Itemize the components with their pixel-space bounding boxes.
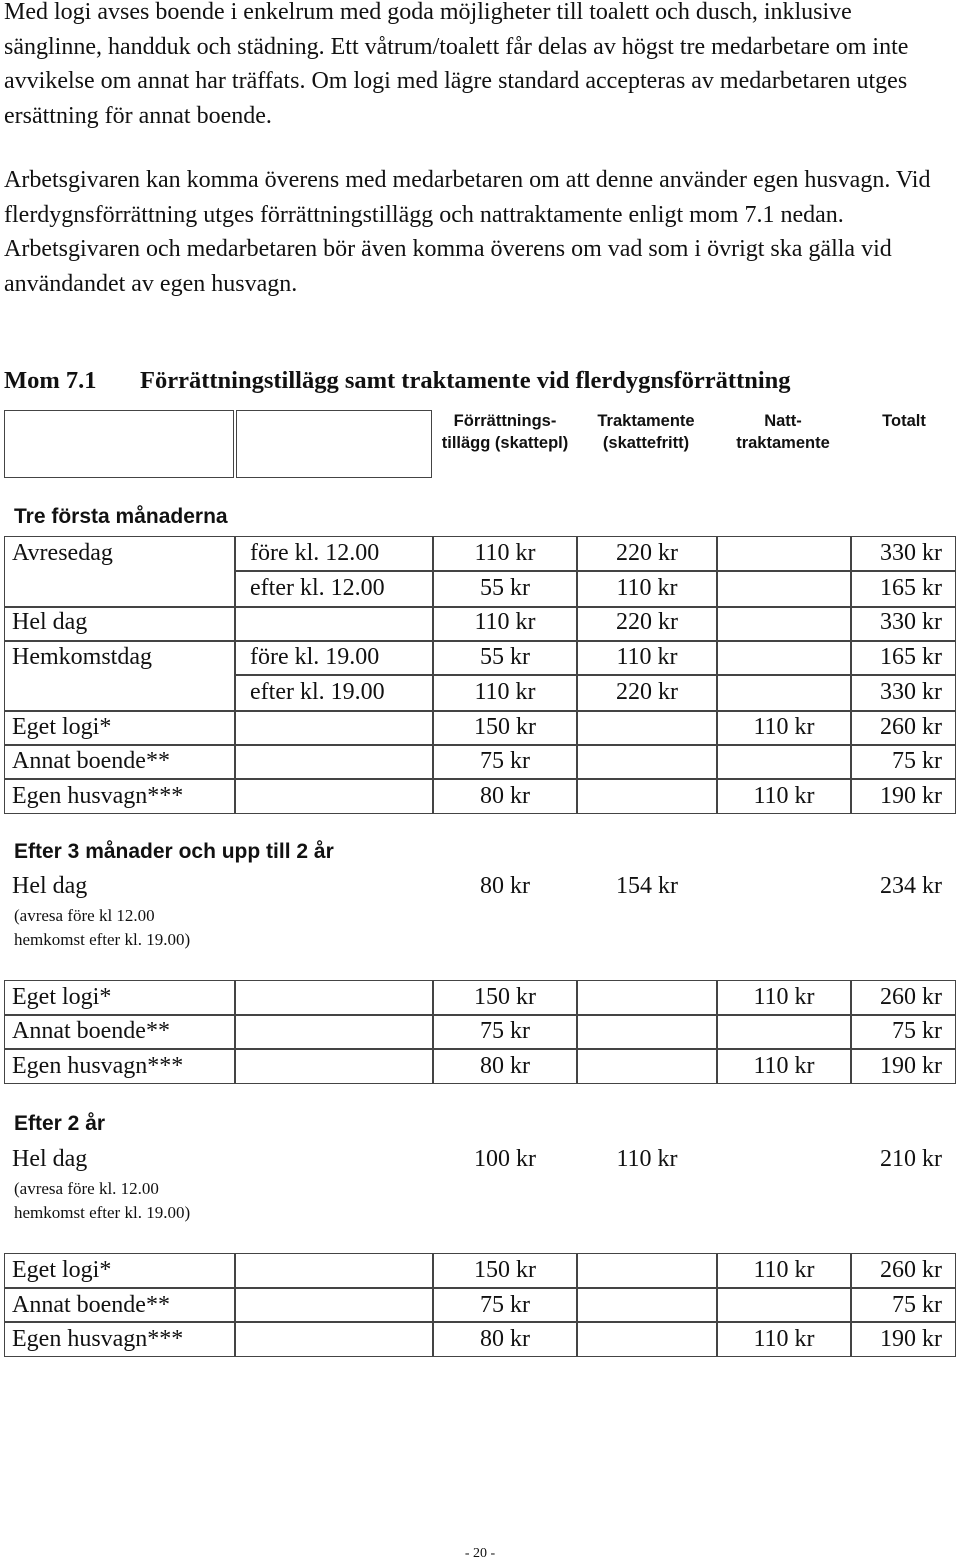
cell-totalt: 234 kr: [880, 873, 942, 899]
row-label: Eget logi*: [12, 984, 112, 1010]
table-cell: [234, 1048, 434, 1084]
cell-totalt: 75 kr: [892, 1018, 942, 1044]
table-cell: [576, 1048, 718, 1084]
row-label: Hel dag: [12, 609, 88, 635]
cell-totalt: 260 kr: [880, 714, 942, 740]
row-sub: efter kl. 19.00: [250, 679, 385, 705]
cell-totalt: 75 kr: [892, 748, 942, 774]
table-cell: [234, 744, 434, 780]
heading-title: Förrättningstillägg samt traktamente vid flerdygnsförrättning: [140, 367, 791, 394]
cell-traktamente: 220 kr: [616, 679, 678, 705]
cell-nattraktamente: 110 kr: [753, 1053, 815, 1079]
cell-totalt: 165 kr: [880, 575, 942, 601]
row-label: Eget logi*: [12, 714, 112, 740]
row-sub: före kl. 12.00: [250, 540, 380, 566]
cell-totalt: 260 kr: [880, 1257, 942, 1283]
row-label: Egen husvagn***: [12, 1326, 184, 1352]
cell-forrattning: 80 kr: [480, 1326, 530, 1352]
column-header-nattraktamente: Natt-traktamente: [736, 412, 830, 452]
row-label: Annat boende**: [12, 1018, 170, 1044]
cell-forrattning: 75 kr: [480, 748, 530, 774]
table-cell: [234, 710, 434, 746]
column-header-traktamente: Traktamente (skattefritt): [597, 412, 695, 452]
cell-traktamente: 110 kr: [616, 644, 678, 670]
cell-nattraktamente: 110 kr: [753, 1326, 815, 1352]
paragraph-logi: Med logi avses boende i enkelrum med goda möjligheter till toalett och dusch, inklusive sänglinne, handduk och städning. Ett våtrum/toalett får delas av högst tre medarbetare om inte avvikelse om annat har träffats. Om logi med lägre standard accepteras av medarbetaren utges ersättning för annat boende.: [4, 0, 909, 129]
row-note: (avresa före kl 12.00 hemkomst efter kl. 19.00): [14, 906, 191, 949]
cell-forrattning: 55 kr: [480, 644, 530, 670]
row-note: (avresa före kl. 12.00 hemkomst efter kl. 19.00): [14, 1179, 191, 1222]
cell-traktamente: 154 kr: [616, 873, 678, 899]
row-sub: efter kl. 12.00: [250, 575, 385, 601]
cell-totalt: 190 kr: [880, 1326, 942, 1352]
table-cell: [716, 674, 852, 712]
table-cell: [234, 778, 434, 814]
row-label: Egen husvagn***: [12, 783, 184, 809]
row-label: Eget logi*: [12, 1257, 112, 1283]
table-cell: [234, 980, 434, 1016]
row-label: Avresedag: [12, 540, 113, 566]
cell-forrattning: 75 kr: [480, 1018, 530, 1044]
page-number: - 20 -: [464, 1546, 496, 1561]
table-cell: [234, 1321, 434, 1357]
table-cell: [576, 778, 718, 814]
cell-forrattning: 100 kr: [474, 1146, 536, 1172]
section-heading: [4, 367, 791, 395]
table-cell: [576, 1287, 718, 1323]
cell-forrattning: 150 kr: [474, 984, 536, 1010]
row-label: Egen husvagn***: [12, 1053, 184, 1079]
cell-totalt: 330 kr: [880, 679, 942, 705]
cell-totalt: 260 kr: [880, 984, 942, 1010]
cell-totalt: 210 kr: [880, 1146, 942, 1172]
table-cell: [716, 606, 852, 642]
cell-nattraktamente: 110 kr: [753, 714, 815, 740]
row-label: Annat boende**: [12, 1292, 170, 1318]
cell-traktamente: 220 kr: [616, 540, 678, 566]
heading-number: Mom 7.1: [4, 367, 97, 394]
table-cell: [716, 1287, 852, 1323]
cell-traktamente: 110 kr: [616, 1146, 678, 1172]
table-cell: [234, 1014, 434, 1050]
cell-totalt: 190 kr: [880, 783, 942, 809]
cell-nattraktamente: 110 kr: [753, 984, 815, 1010]
column-header-totalt: Totalt: [882, 412, 926, 430]
cell-forrattning: 110 kr: [474, 540, 536, 566]
cell-nattraktamente: 110 kr: [753, 783, 815, 809]
table-cell: [576, 744, 718, 780]
cell-totalt: 330 kr: [880, 609, 942, 635]
table-cell: [576, 980, 718, 1016]
cell-forrattning: 80 kr: [480, 1053, 530, 1079]
section-title-efter-3-manader: Efter 3 månader och upp till 2 år: [14, 840, 334, 863]
table-cell: [716, 640, 852, 676]
cell-totalt: 75 kr: [892, 1292, 942, 1318]
cell-forrattning: 80 kr: [480, 783, 530, 809]
table-cell: [716, 744, 852, 780]
table-cell: [716, 536, 852, 572]
cell-forrattning: 55 kr: [480, 575, 530, 601]
table-cell: [234, 1253, 434, 1289]
table-cell: [576, 1253, 718, 1289]
header-empty-cell: [4, 410, 234, 478]
section-title-tre-forsta: Tre första månaderna: [14, 505, 228, 528]
cell-nattraktamente: 110 kr: [753, 1257, 815, 1283]
cell-traktamente: 220 kr: [616, 609, 678, 635]
row-label: Annat boende**: [12, 748, 170, 774]
row-label: Hemkomstdag: [12, 644, 152, 670]
cell-totalt: 190 kr: [880, 1053, 942, 1079]
header-empty-cell: [236, 410, 432, 478]
table-cell: [234, 606, 434, 642]
cell-traktamente: 110 kr: [616, 575, 678, 601]
table-cell: [576, 710, 718, 746]
cell-forrattning: 110 kr: [474, 679, 536, 705]
cell-forrattning: 150 kr: [474, 714, 536, 740]
section-title-efter-2-ar: Efter 2 år: [14, 1112, 106, 1135]
row-label-hel-dag: Hel dag: [12, 1146, 88, 1172]
row-label-hel-dag: Hel dag: [12, 873, 88, 899]
cell-forrattning: 75 kr: [480, 1292, 530, 1318]
table-cell: [716, 1014, 852, 1050]
table-cell: [576, 1014, 718, 1050]
paragraph-husvagn: Arbetsgivaren kan komma överens med medarbetaren om att denne använder egen husvagn. Vid flerdygnsförrättning utges förrättningstillägg och nattraktamente enligt mom 7.1 nedan. Arbetsgivaren och medarbetaren bör även komma överens om vad som i övrigt ska gälla vid användandet av egen husvagn.: [4, 167, 931, 297]
table-cell: [576, 1321, 718, 1357]
table-cell: [234, 1287, 434, 1323]
cell-totalt: 330 kr: [880, 540, 942, 566]
cell-forrattning: 150 kr: [474, 1257, 536, 1283]
row-sub: före kl. 19.00: [250, 644, 380, 670]
cell-forrattning: 80 kr: [480, 873, 530, 899]
column-header-forrattningstillagg: Förrättnings-tillägg (skattepl): [441, 412, 569, 452]
cell-totalt: 165 kr: [880, 644, 942, 670]
cell-forrattning: 110 kr: [474, 609, 536, 635]
table-cell: [716, 570, 852, 608]
